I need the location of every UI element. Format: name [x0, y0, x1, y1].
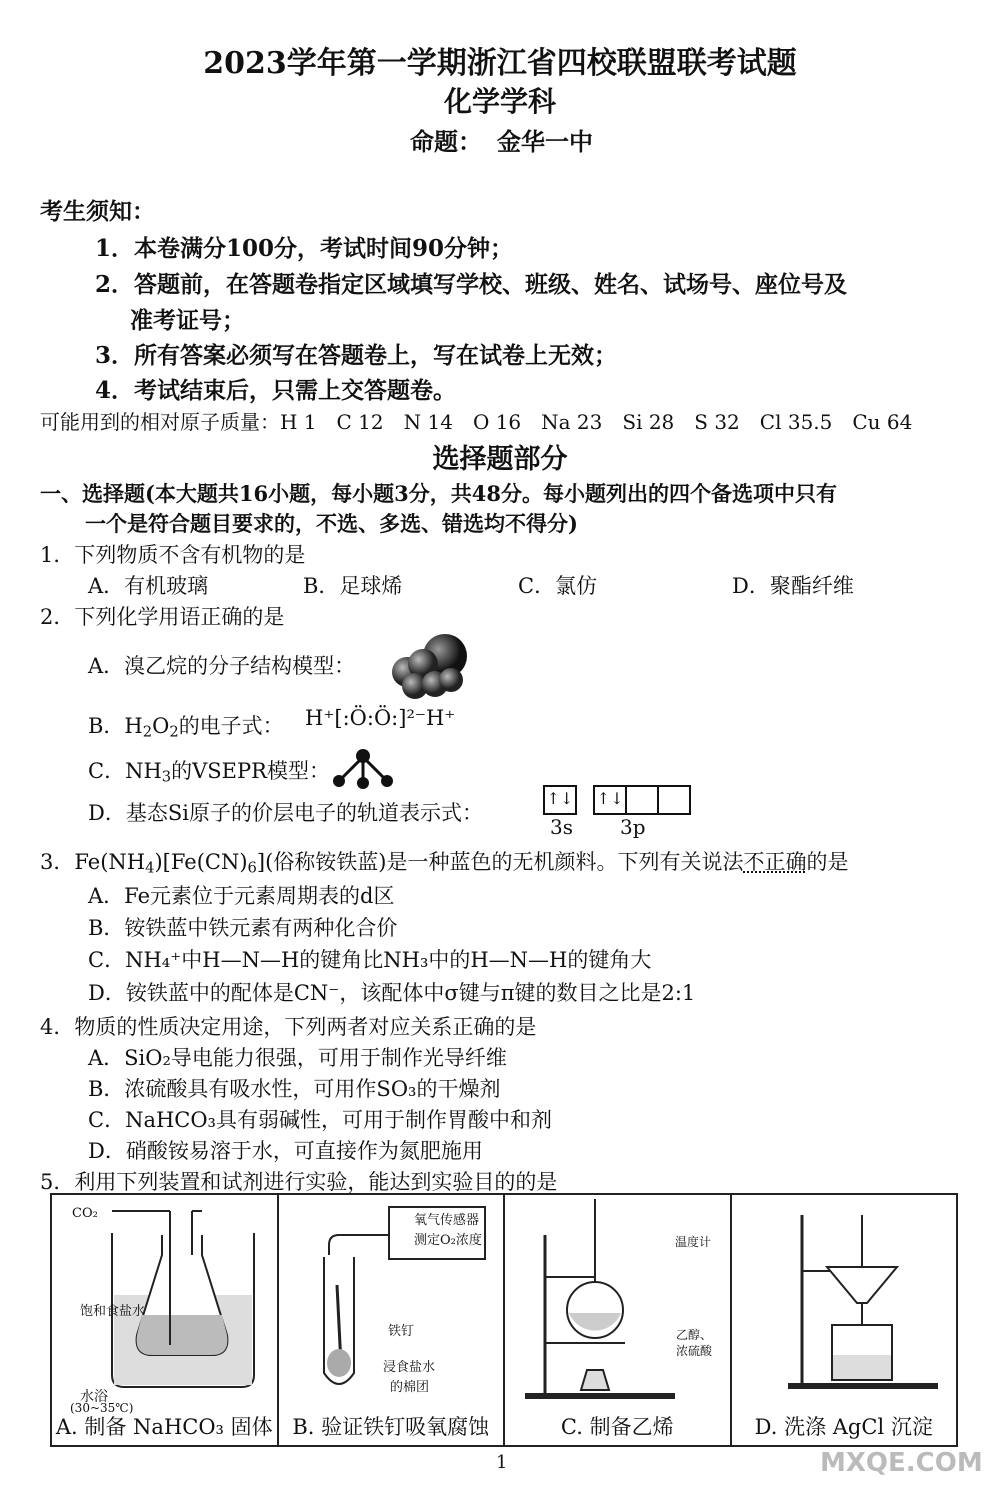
orbital-3p-1: ↑↓: [593, 785, 627, 815]
subject-title: 化学学科: [443, 85, 556, 118]
q4-option-c: C．NaHCO₃具有弱碱性，可用于制作胃酸中和剂: [88, 1108, 552, 1132]
caption-c: C. 制备乙烯: [560, 1415, 674, 1439]
q2-option-b-formula: H⁺[:Ö:Ö:]²⁻H⁺: [305, 706, 456, 730]
notice-item-2-cont: 准考证号；: [130, 307, 245, 334]
fig-c-thermo-label: 温度计: [675, 1235, 712, 1249]
experiment-table: [50, 1193, 958, 1447]
author-label: 命题：: [410, 127, 482, 156]
fig-b-nail-label: 铁钉: [388, 1324, 415, 1339]
fig-c-reagent-label-2: 浓硫酸: [676, 1344, 713, 1358]
q4-option-a: A．SiO₂导电能力很强，可用于制作光导纤维: [88, 1046, 507, 1070]
q4-option-d: D．硝酸铵易溶于水，可直接作为氮肥施用: [88, 1139, 483, 1163]
figure-c: [504, 1194, 731, 1446]
orbital-label-3p: 3p: [620, 815, 646, 839]
part1-instructions: 一、选择题(本大题共16小题，每小题3分，共48分。每小题列出的四个备选项中只有: [40, 481, 837, 506]
notice-item-2: 2．答题前，在答题卷指定区域填写学校、班级、姓名、试场号、座位号及: [95, 271, 848, 298]
q3-option-d: D．铵铁蓝中的配体是CN⁻，该配体中σ键与π键的数目之比是2:1: [88, 981, 696, 1005]
q1-option-d: D．聚酯纤维: [732, 574, 854, 598]
q2-option-d: D．基态Si原子的价层电子的轨道表示式：: [88, 801, 483, 825]
watermark: MXQE.COM: [820, 1448, 983, 1478]
orbital-3p-3: [659, 785, 691, 815]
caption-d: D. 洗涤 AgCl 沉淀: [754, 1415, 933, 1439]
caption-b: B. 验证铁钉吸氧腐蚀: [292, 1415, 490, 1439]
page-number: 1: [496, 1452, 508, 1473]
flask-apparatus-icon: [505, 1195, 691, 1409]
q3-option-b: B．铵铁蓝中铁元素有两种化合价: [88, 916, 398, 940]
q2-option-c: C．$NH_3$的VSEPR模型：: [88, 759, 330, 786]
author-name: 金华一中: [497, 127, 593, 156]
fig-a-temp-label: (30~35℃): [70, 1401, 134, 1415]
section-title: 选择题部分: [432, 444, 568, 475]
orbital-3s: ↑↓: [543, 785, 577, 815]
fig-b-cotton-label-2: 的棉团: [390, 1380, 430, 1395]
figure-d: [731, 1194, 958, 1446]
q1-option-b: B．足球烯: [303, 574, 403, 598]
notice-item-1: 1．本卷满分100分，考试时间90分钟；: [95, 235, 514, 262]
q3-option-a: A．Fe元素位于元素周期表的d区: [88, 884, 395, 908]
q1-option-c: C．氯仿: [518, 574, 598, 598]
fig-c-reagent-label: 乙醇、: [676, 1328, 713, 1342]
q2-option-a: A．溴乙烷的分子结构模型：: [88, 654, 356, 678]
q3-stem: 3．$Fe(NH_4)[Fe(CN)_6]$(俗称铵铁蓝)是一种蓝色的无机颜料。下列有关说法不正确的是: [40, 850, 849, 877]
exam-title: 2023学年第一学期浙江省四校联盟联考试题: [203, 46, 797, 81]
q5-stem: 5．利用下列装置和试剂进行实验，能达到实验目的的是: [40, 1170, 558, 1194]
q4-stem: 4．物质的性质决定用途，下列两者对应关系正确的是: [40, 1015, 537, 1039]
fig-b-sensor-label-2: 测定O₂浓度: [414, 1233, 482, 1248]
q3-option-c: C．NH₄⁺中H—N—H的键角比NH₃中的H—N—H的键角大: [88, 948, 652, 972]
fig-a-brine-label: 饱和食盐水: [80, 1304, 146, 1319]
q1-stem: 1．下列物质不含有机物的是: [40, 543, 306, 567]
notice-item-3: 3．所有答案必须写在答题卷上，写在试卷上无效；: [95, 342, 618, 369]
q2-stem: 2．下列化学用语正确的是: [40, 605, 285, 629]
part1-instructions-cont: 一个是符合题目要求的，不选、多选、错选均不得分): [85, 511, 578, 536]
q2-option-b: B．$H_2O_2$的电子式：: [88, 714, 284, 741]
fig-b-cotton-label: 浸食盐水: [383, 1360, 436, 1375]
funnel-apparatus-icon: [732, 1195, 958, 1409]
orbital-diagram: [543, 785, 691, 815]
fig-a-bath-label: 水浴: [80, 1389, 108, 1405]
atomic-masses: 可能用到的相对原子质量：H 1 C 12 N 14 O 16 Na 23 Si 28 S 32 Cl 35.5 Cu 64: [40, 410, 913, 434]
fig-b-sensor-label: 氧气传感器: [414, 1213, 480, 1228]
vsepr-model-icon: [330, 747, 396, 789]
orbital-3p-2: [627, 785, 659, 815]
notice-item-4: 4．考试结束后，只需上交答题卷。: [95, 377, 457, 404]
fig-a-co2-label: CO₂: [72, 1206, 98, 1221]
caption-a: A. 制备 NaHCO₃ 固体: [55, 1415, 273, 1439]
q4-option-b: B．浓硫酸具有吸水性，可用作SO₃的干燥剂: [88, 1077, 501, 1101]
orbital-label-3s: 3s: [550, 815, 573, 839]
notice-heading: 考生须知：: [40, 198, 155, 225]
q1-option-a: A．有机玻璃: [88, 574, 209, 598]
bromoethane-model-icon: [385, 628, 475, 700]
